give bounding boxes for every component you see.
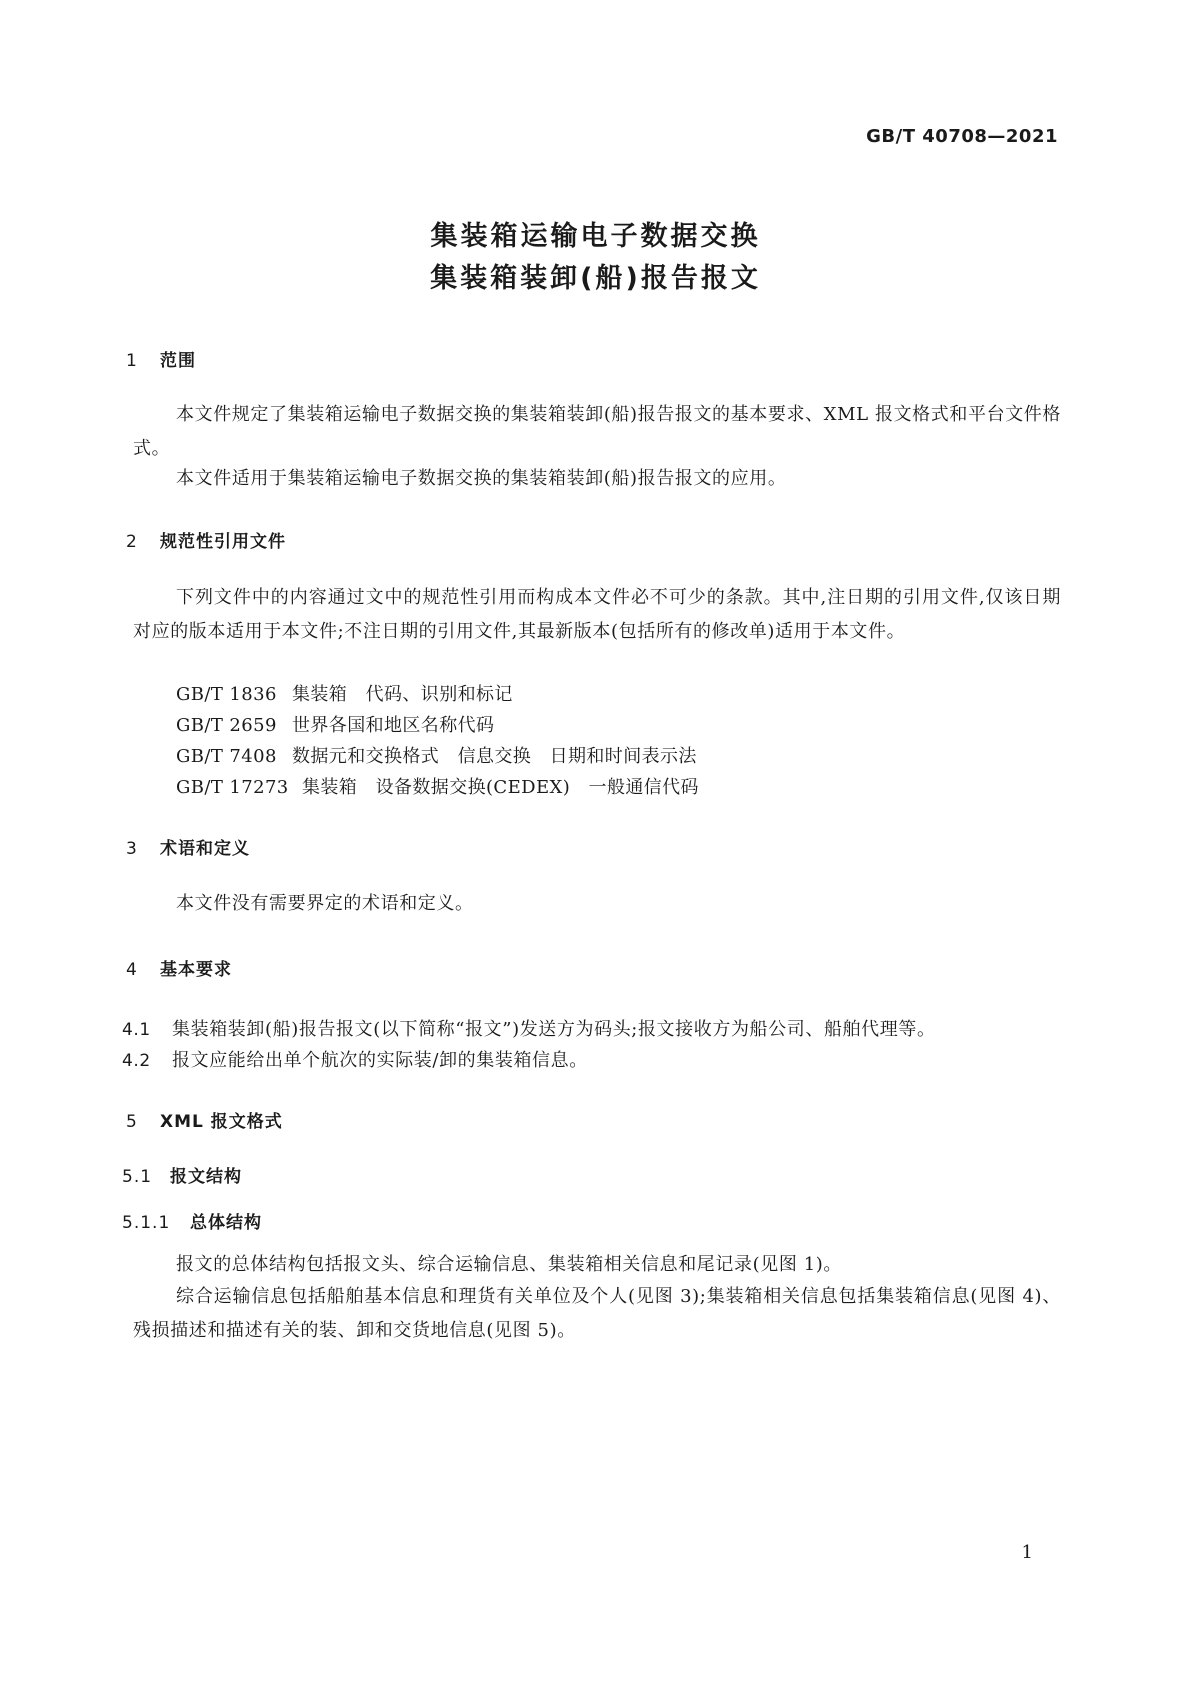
reference-code: GB/T 17273 [176, 777, 289, 798]
reference-item [176, 773, 699, 799]
section-title: 基本要求 [160, 960, 232, 980]
requirement-item [122, 1015, 936, 1041]
document-title-line2: 集装箱装卸(船)报告报文 [430, 263, 761, 294]
page-number: 1 [1021, 1542, 1033, 1563]
subsection-number: 5.1 [122, 1167, 153, 1187]
item-text: 集装箱装卸(船)报告报文(以下简称“报文”)发送方为码头;报文接收方为船公司、船舶代理等。 [172, 1019, 936, 1040]
section-number: 2 [126, 532, 138, 552]
section-3-paragraph-1: 本文件没有需要界定的术语和定义。 [176, 893, 474, 914]
standard-code: GB/T 40708—2021 [866, 126, 1058, 147]
requirement-item [122, 1046, 588, 1072]
item-text: 报文应能给出单个航次的实际装/卸的集装箱信息。 [172, 1050, 588, 1071]
section-number: 4 [126, 960, 138, 980]
item-number: 4.1 [122, 1020, 151, 1040]
section-title: XML 报文格式 [160, 1112, 283, 1132]
reference-title: 集装箱 代码、识别和标记 [292, 684, 513, 705]
section-1-paragraph-1: 本文件规定了集装箱运输电子数据交换的集装箱装卸(船)报告报文的基本要求、XML 报文格式和平台文件格式。 [133, 404, 1061, 459]
section-title: 规范性引用文件 [160, 532, 286, 552]
section-number: 3 [126, 839, 138, 859]
section-1-heading [126, 346, 196, 371]
document-title-line1: 集装箱运输电子数据交换 [430, 221, 761, 252]
section-4-heading [126, 955, 232, 980]
reference-item [176, 680, 513, 706]
item-number: 4.2 [122, 1051, 151, 1071]
subsection-number: 5.1.1 [122, 1213, 171, 1233]
subsection-5-1-heading [122, 1162, 242, 1187]
reference-code: GB/T 1836 [176, 684, 277, 705]
section-5-paragraph-2: 综合运输信息包括船舶基本信息和理货有关单位及个人(见图 3);集装箱相关信息包括集装箱信息(见图 4)、残损描述和描述有关的装、卸和交货地信息(见图 5)。 [133, 1286, 1061, 1341]
reference-title: 世界各国和地区名称代码 [292, 715, 495, 736]
reference-code: GB/T 2659 [176, 715, 277, 736]
reference-code: GB/T 7408 [176, 746, 277, 767]
reference-item [176, 711, 494, 737]
section-2-heading [126, 527, 286, 552]
reference-item [176, 742, 697, 768]
section-2-paragraph-1: 下列文件中的内容通过文中的规范性引用而构成本文件必不可少的条款。其中,注日期的引用文件,仅该日期对应的版本适用于本文件;不注日期的引用文件,其最新版本(包括所有的修改单)适用于本文件。 [133, 587, 1061, 642]
section-1-paragraph-2: 本文件适用于集装箱运输电子数据交换的集装箱装卸(船)报告报文的应用。 [176, 468, 787, 489]
reference-title: 集装箱 设备数据交换(CEDEX) 一般通信代码 [302, 777, 699, 798]
section-number: 1 [126, 351, 138, 371]
reference-title: 数据元和交换格式 信息交换 日期和时间表示法 [292, 746, 697, 767]
section-5-paragraph-1: 报文的总体结构包括报文头、综合运输信息、集装箱相关信息和尾记录(见图 1)。 [176, 1254, 843, 1275]
section-title: 术语和定义 [160, 839, 250, 859]
section-title: 范围 [160, 351, 196, 371]
section-5-heading [126, 1107, 283, 1132]
subsection-title: 报文结构 [170, 1167, 242, 1187]
subsection-title: 总体结构 [190, 1213, 262, 1233]
section-number: 5 [126, 1112, 138, 1132]
section-3-heading [126, 834, 250, 859]
subsection-5-1-1-heading [122, 1208, 262, 1233]
